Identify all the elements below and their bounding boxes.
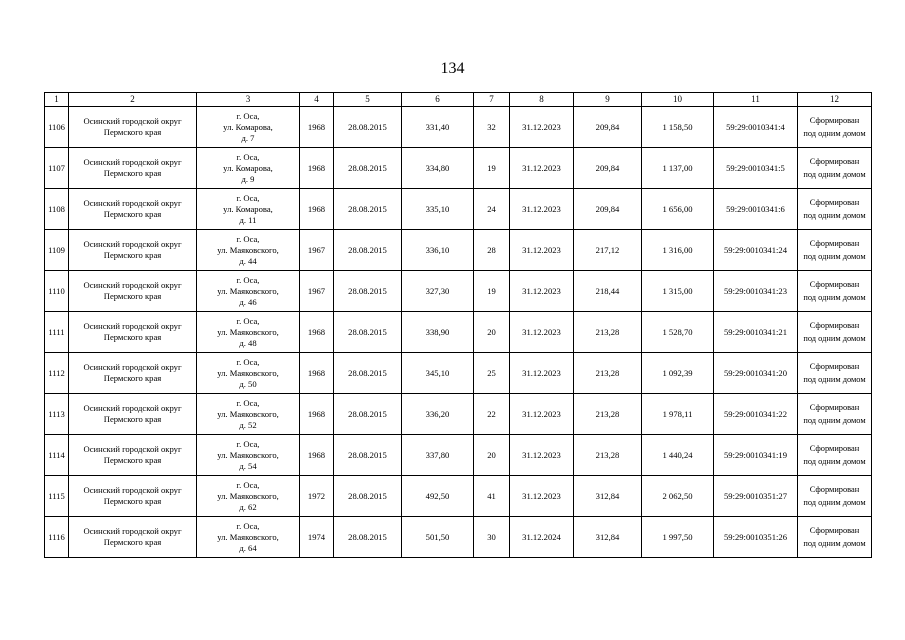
address-line: д. 44 [239,255,257,266]
total-cell: 2 062,50 [642,476,714,517]
owner-line: Пермского края [103,332,162,342]
date-cell: 28.08.2015 [334,271,402,312]
residents-cell: 41 [474,476,510,517]
table-row [45,312,872,353]
owner-line: Осинский городской округ [83,362,182,372]
total-cell: 1 528,70 [642,312,714,353]
status-cell [798,517,872,558]
column-header: 7 [474,93,510,107]
row-number-cell: 1107 [45,148,69,189]
area-cell: 327,30 [402,271,474,312]
address-cell [197,517,300,558]
deadline-cell: 31.12.2023 [510,189,574,230]
address-line: ул. Комарова, [223,121,273,132]
owner-line: Осинский городской округ [83,198,182,208]
status-line: Сформирован [809,321,860,330]
area-cell: 501,50 [402,517,474,558]
date-cell: 28.08.2015 [334,435,402,476]
owner-line: Осинский городской округ [83,280,182,290]
status-line: под одним домом [803,211,866,220]
owner-cell [69,394,197,435]
residents-cell: 28 [474,230,510,271]
owner-line: Пермского края [103,291,162,301]
cost-cell: 213,28 [574,435,642,476]
year-cell: 1968 [300,189,334,230]
status-line: под одним домом [803,293,866,302]
area-cell: 335,10 [402,189,474,230]
residents-cell: 19 [474,271,510,312]
owner-line: Пермского края [103,537,162,547]
deadline-cell: 31.12.2023 [510,476,574,517]
table-row [45,517,872,558]
cadastral-cell: 59:29:0010341:22 [714,394,798,435]
address-line: д. 52 [239,419,257,430]
table-row [45,107,872,148]
row-number-cell: 1114 [45,435,69,476]
row-number-cell: 1109 [45,230,69,271]
row-number-cell: 1112 [45,353,69,394]
owner-line: Осинский городской округ [83,403,182,413]
residents-cell: 32 [474,107,510,148]
owner-line: Осинский городской округ [83,116,182,126]
total-cell: 1 997,50 [642,517,714,558]
address-cell [197,312,300,353]
owner-line: Пермского края [103,250,162,260]
area-cell: 338,90 [402,312,474,353]
cadastral-cell: 59:29:0010351:27 [714,476,798,517]
status-line: под одним домом [803,252,866,261]
table-row [45,189,872,230]
status-line: под одним домом [803,457,866,466]
address-line: г. Оса, [236,315,260,326]
date-cell: 28.08.2015 [334,394,402,435]
address-cell [197,148,300,189]
deadline-cell: 31.12.2023 [510,435,574,476]
cadastral-cell: 59:29:0010341:5 [714,148,798,189]
row-number-cell: 1115 [45,476,69,517]
address-line: д. 48 [239,337,257,348]
deadline-cell: 31.12.2023 [510,394,574,435]
column-header: 1 [45,93,69,107]
cadastral-cell: 59:29:0010351:26 [714,517,798,558]
date-cell: 28.08.2015 [334,230,402,271]
year-cell: 1972 [300,476,334,517]
residents-cell: 24 [474,189,510,230]
area-cell: 336,20 [402,394,474,435]
deadline-cell: 31.12.2023 [510,230,574,271]
cost-cell: 218,44 [574,271,642,312]
date-cell: 28.08.2015 [334,517,402,558]
address-line: д. 9 [241,173,255,184]
owner-line: Пермского края [103,209,162,219]
owner-line: Пермского края [103,455,162,465]
table-row [45,148,872,189]
status-line: под одним домом [803,375,866,384]
cost-cell: 209,84 [574,107,642,148]
address-line: д. 11 [239,214,257,225]
address-line: ул. Комарова, [223,162,273,173]
address-cell [197,107,300,148]
cadastral-cell: 59:29:0010341:24 [714,230,798,271]
address-line: д. 7 [241,132,255,143]
address-line: ул. Маяковского, [217,326,279,337]
address-line: д. 46 [239,296,257,307]
date-cell: 28.08.2015 [334,476,402,517]
address-line: г. Оса, [236,438,260,449]
status-cell [798,189,872,230]
address-cell [197,230,300,271]
total-cell: 1 158,50 [642,107,714,148]
address-cell [197,189,300,230]
status-line: Сформирован [809,526,860,535]
area-cell: 492,50 [402,476,474,517]
owner-line: Осинский городской округ [83,526,182,536]
address-line: ул. Маяковского, [217,285,279,296]
housing-registry-table [44,92,872,558]
deadline-cell: 31.12.2023 [510,107,574,148]
column-header: 11 [714,93,798,107]
cost-cell: 213,28 [574,394,642,435]
year-cell: 1968 [300,107,334,148]
area-cell: 345,10 [402,353,474,394]
cost-cell: 209,84 [574,148,642,189]
status-cell [798,435,872,476]
owner-line: Осинский городской округ [83,157,182,167]
status-line: Сформирован [809,280,860,289]
address-line: ул. Маяковского, [217,244,279,255]
column-header: 2 [69,93,197,107]
owner-line: Осинский городской округ [83,321,182,331]
address-line: д. 64 [239,542,257,553]
cost-cell: 209,84 [574,189,642,230]
column-header: 4 [300,93,334,107]
owner-line: Осинский городской округ [83,485,182,495]
table-body [45,107,872,558]
date-cell: 28.08.2015 [334,353,402,394]
address-line: г. Оса, [236,192,260,203]
cadastral-cell: 59:29:0010341:21 [714,312,798,353]
owner-cell [69,353,197,394]
row-number-cell: 1110 [45,271,69,312]
row-number-cell: 1108 [45,189,69,230]
status-line: под одним домом [803,170,866,179]
row-number-cell: 1111 [45,312,69,353]
cost-cell: 312,84 [574,476,642,517]
status-line: Сформирован [809,116,860,125]
column-header: 6 [402,93,474,107]
address-line: д. 62 [239,501,257,512]
owner-cell [69,435,197,476]
status-cell [798,353,872,394]
status-line: Сформирован [809,485,860,494]
total-cell: 1 316,00 [642,230,714,271]
table-row [45,476,872,517]
status-line: Сформирован [809,239,860,248]
residents-cell: 22 [474,394,510,435]
address-line: ул. Маяковского, [217,449,279,460]
owner-cell [69,189,197,230]
year-cell: 1968 [300,312,334,353]
address-line: г. Оса, [236,397,260,408]
owner-line: Осинский городской округ [83,444,182,454]
status-line: Сформирован [809,403,860,412]
address-line: г. Оса, [236,274,260,285]
owner-line: Пермского края [103,414,162,424]
cadastral-cell: 59:29:0010341:4 [714,107,798,148]
residents-cell: 19 [474,148,510,189]
cadastral-cell: 59:29:0010341:19 [714,435,798,476]
owner-line: Пермского края [103,168,162,178]
address-cell [197,394,300,435]
total-cell: 1 137,00 [642,148,714,189]
total-cell: 1 978,11 [642,394,714,435]
status-cell [798,230,872,271]
status-line: под одним домом [803,498,866,507]
status-line: Сформирован [809,157,860,166]
date-cell: 28.08.2015 [334,148,402,189]
cadastral-cell: 59:29:0010341:20 [714,353,798,394]
status-cell [798,148,872,189]
residents-cell: 20 [474,435,510,476]
column-header: 3 [197,93,300,107]
owner-cell [69,312,197,353]
cost-cell: 213,28 [574,312,642,353]
address-line: д. 54 [239,460,257,471]
year-cell: 1968 [300,353,334,394]
owner-cell [69,107,197,148]
residents-cell: 20 [474,312,510,353]
address-cell [197,353,300,394]
address-cell [197,435,300,476]
owner-cell [69,271,197,312]
address-line: г. Оса, [236,479,260,490]
cost-cell: 213,28 [574,353,642,394]
column-header: 10 [642,93,714,107]
total-cell: 1 440,24 [642,435,714,476]
row-number-cell: 1113 [45,394,69,435]
deadline-cell: 31.12.2023 [510,271,574,312]
column-header: 9 [574,93,642,107]
header-row [45,93,872,107]
owner-cell [69,517,197,558]
area-cell: 337,80 [402,435,474,476]
owner-line: Пермского края [103,127,162,137]
page-number: 134 [440,60,465,77]
address-line: г. Оса, [236,110,260,121]
owner-line: Осинский городской округ [83,239,182,249]
address-line: ул. Комарова, [223,203,273,214]
column-header: 12 [798,93,872,107]
date-cell: 28.08.2015 [334,107,402,148]
year-cell: 1974 [300,517,334,558]
date-cell: 28.08.2015 [334,189,402,230]
area-cell: 334,80 [402,148,474,189]
residents-cell: 25 [474,353,510,394]
table-row [45,230,872,271]
status-cell [798,476,872,517]
cadastral-cell: 59:29:0010341:6 [714,189,798,230]
residents-cell: 30 [474,517,510,558]
address-line: д. 50 [239,378,257,389]
address-line: г. Оса, [236,520,260,531]
year-cell: 1967 [300,230,334,271]
year-cell: 1968 [300,435,334,476]
owner-line: Пермского края [103,496,162,506]
status-cell [798,271,872,312]
deadline-cell: 31.12.2023 [510,148,574,189]
area-cell: 336,10 [402,230,474,271]
address-line: ул. Маяковского, [217,531,279,542]
address-line: г. Оса, [236,233,260,244]
cadastral-cell: 59:29:0010341:23 [714,271,798,312]
column-header: 8 [510,93,574,107]
owner-cell [69,148,197,189]
table-row [45,271,872,312]
status-line: под одним домом [803,334,866,343]
deadline-cell: 31.12.2023 [510,353,574,394]
status-line: Сформирован [809,198,860,207]
total-cell: 1 656,00 [642,189,714,230]
address-line: г. Оса, [236,356,260,367]
table-row [45,353,872,394]
deadline-cell: 31.12.2024 [510,517,574,558]
total-cell: 1 315,00 [642,271,714,312]
cost-cell: 312,84 [574,517,642,558]
address-line: г. Оса, [236,151,260,162]
status-line: под одним домом [803,416,866,425]
area-cell: 331,40 [402,107,474,148]
status-line: Сформирован [809,362,860,371]
deadline-cell: 31.12.2023 [510,312,574,353]
owner-cell [69,230,197,271]
table-row [45,394,872,435]
total-cell: 1 092,39 [642,353,714,394]
cost-cell: 217,12 [574,230,642,271]
address-line: ул. Маяковского, [217,408,279,419]
column-header: 5 [334,93,402,107]
date-cell: 28.08.2015 [334,312,402,353]
year-cell: 1968 [300,394,334,435]
status-line: под одним домом [803,129,866,138]
address-line: ул. Маяковского, [217,490,279,501]
year-cell: 1968 [300,148,334,189]
status-cell [798,394,872,435]
row-number-cell: 1106 [45,107,69,148]
owner-cell [69,476,197,517]
row-number-cell: 1116 [45,517,69,558]
year-cell: 1967 [300,271,334,312]
owner-line: Пермского края [103,373,162,383]
status-line: Сформирован [809,444,860,453]
table-row [45,435,872,476]
status-cell [798,312,872,353]
address-cell [197,476,300,517]
status-cell [798,107,872,148]
address-line: ул. Маяковского, [217,367,279,378]
address-cell [197,271,300,312]
status-line: под одним домом [803,539,866,548]
